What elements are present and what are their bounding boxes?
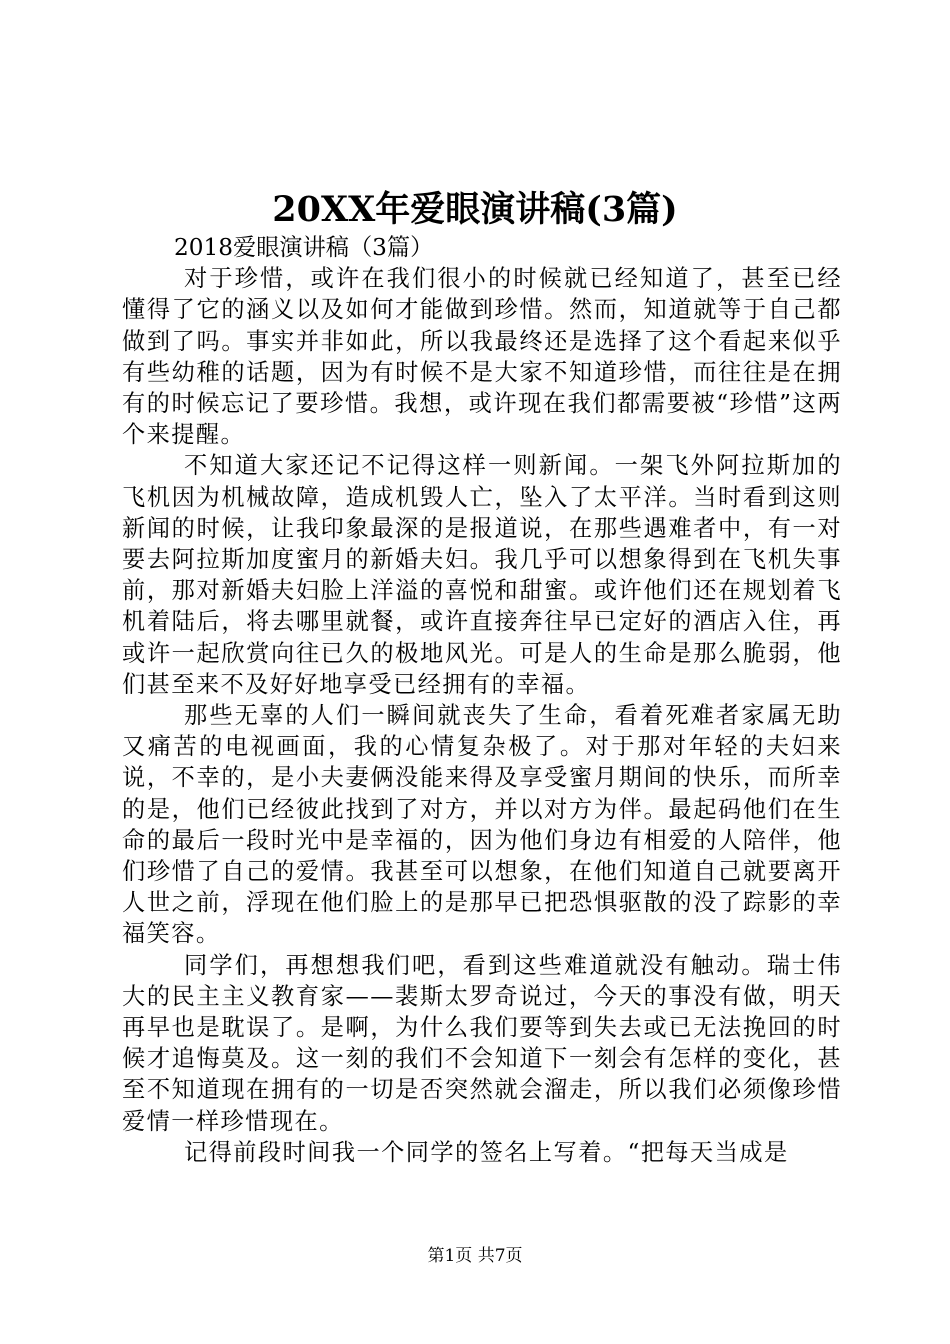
document-title: 20XX年爱眼演讲稿(3篇)	[272, 189, 678, 230]
document-subtitle: 2018爱眼演讲稿（3篇）	[174, 234, 434, 261]
paragraph: 不知道大家还记不记得这样一则新闻。一架飞外阿拉斯加的飞机因为机械故障，造成机毁人亡，坠入了太平洋。当时看到这则新闻的时候，让我印象最深的是报道说，在那些遇难者中，有一对要去阿拉斯加度蜜月的新婚夫妇。我几乎可以想象得到在飞机失事前，那对新婚夫妇脸上洋溢的喜悦和甜蜜。或许他们还在规划着飞机着陆后，将去哪里就餐，或许直接奔往早已定好的酒店入住，再或许一起欣赏向往已久的极地风光。可是人的生命是那么脆弱，他们甚至来不及好好地享受已经拥有的幸福。	[122, 452, 842, 698]
paragraph: 同学们，再想想我们吧，看到这些难道就没有触动。瑞士伟大的民主主义教育家——裴斯太罗奇说过，今天的事没有做，明天再早也是耽误了。是啊，为什么我们要等到失去或已无法挽回的时候才追悔莫及。这一刻的我们不会知道下一刻会有怎样的变化，甚至不知道现在拥有的一切是否突然就会溜走，所以我们必须像珍惜爱情一样珍惜现在。	[122, 951, 842, 1135]
paragraph: 对于珍惜，或许在我们很小的时候就已经知道了，甚至已经懂得了它的涵义以及如何才能做到珍惜。然而，知道就等于自己都做到了吗。事实并非如此，所以我最终还是选择了这个看起来似乎有些幼稚的话题，因为有时候不是大家不知道珍惜，而往往是在拥有的时候忘记了要珍惜。我想，或许现在我们都需要被“珍惜”这两个来提醒。	[122, 265, 842, 449]
paragraph: 记得前段时间我一个同学的签名上写着。“把每天当成是	[184, 1138, 789, 1166]
document-body	[122, 232, 842, 1168]
page-footer: 第1页 共7页	[427, 1246, 523, 1266]
paragraph: 那些无辜的人们一瞬间就丧失了生命，看着死难者家属无助又痛苦的电视画面，我的心情复杂极了。对于那对年轻的夫妇来说，不幸的，是小夫妻俩没能来得及享受蜜月期间的快乐，而所幸的是，他们已经彼此找到了对方，并以对方为伴。最起码他们在生命的最后一段时光中是幸福的，因为他们身边有相爱的人陪伴，他们珍惜了自己的爱情。我甚至可以想象，在他们知道自己就要离开人世之前，浮现在他们脸上的是那早已把恐惧驱散的没了踪影的幸福笑容。	[122, 702, 842, 948]
